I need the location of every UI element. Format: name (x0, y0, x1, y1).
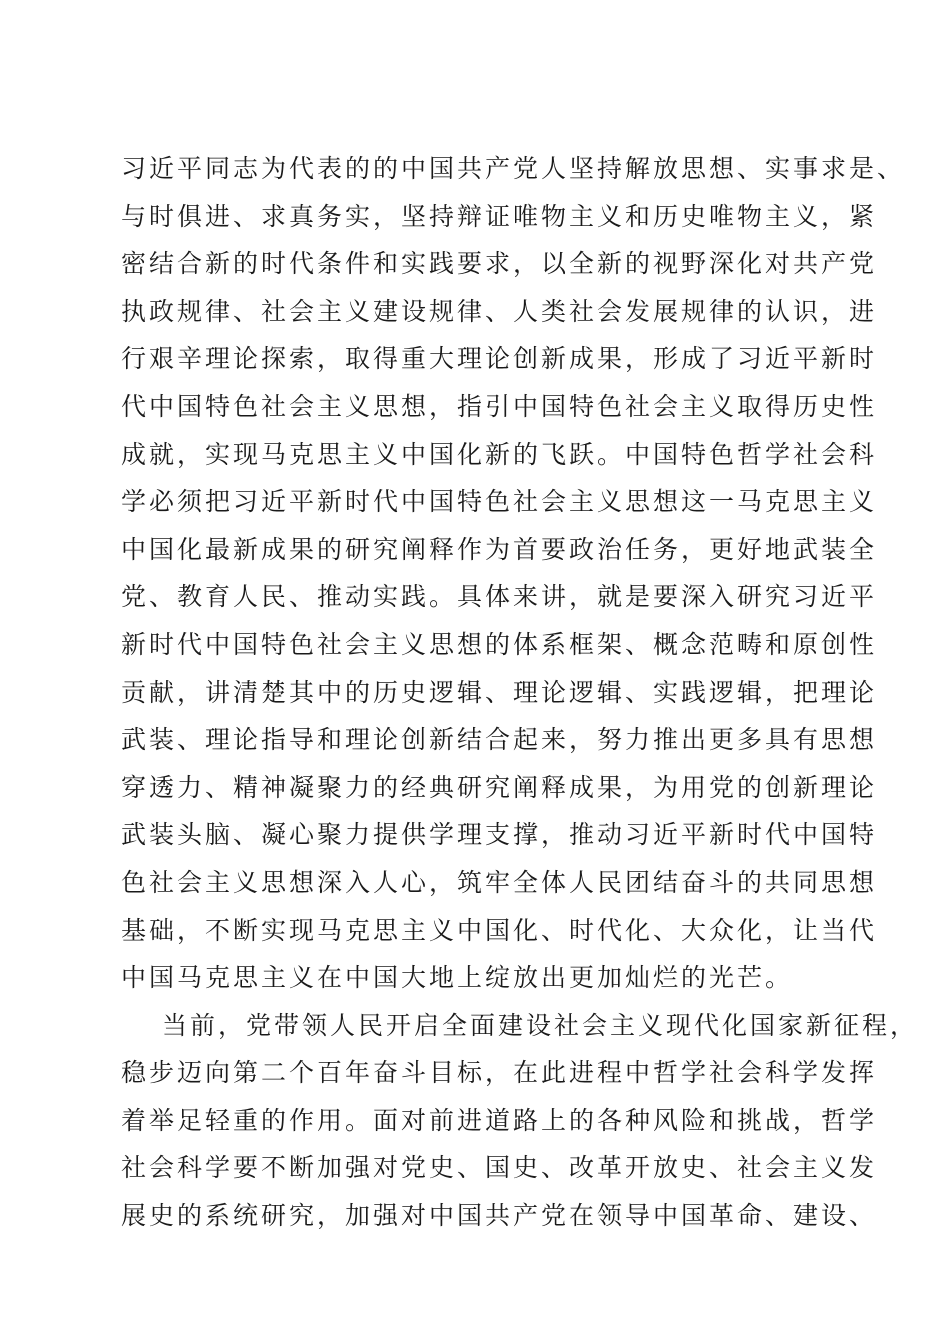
text-line: 穿透力、精神凝聚力的经典研究阐释成果，为用党的创新理论 (121, 772, 878, 802)
text-line: 基础，不断实现马克思主义中国化、时代化、大众化，让当代 (121, 915, 878, 945)
text-line: 武装、理论指导和理论创新结合起来，努力推出更多具有思想 (121, 725, 878, 755)
text-line: 社会科学要不断加强对党史、国史、改革开放史、社会主义发 (121, 1153, 878, 1183)
text-line: 学必须把习近平新时代中国特色社会主义思想这一马克思主义 (121, 487, 878, 517)
text-line: 行艰辛理论探索，取得重大理论创新成果，形成了习近平新时 (121, 344, 878, 374)
text-line: 展史的系统研究，加强对中国共产党在领导中国革命、建设、 (121, 1201, 878, 1231)
body-text (121, 145, 919, 1240)
text-line: 代中国特色社会主义思想，指引中国特色社会主义取得历史性 (121, 391, 878, 421)
text-line: 武装头脑、凝心聚力提供学理支撑，推动习近平新时代中国特 (121, 820, 878, 850)
text-line: 密结合新的时代条件和实践要求，以全新的视野深化对共产党 (121, 249, 878, 279)
text-line: 贡献，讲清楚其中的历史逻辑、理论逻辑、实践逻辑，把理论 (121, 677, 878, 707)
paragraph-first-line: 当前，党带领人民开启全面建设社会主义现代化国家新征程， (162, 1010, 919, 1040)
text-line: 稳步迈向第二个百年奋斗目标，在此进程中哲学社会科学发挥 (121, 1058, 878, 1088)
text-line: 中国化最新成果的研究阐释作为首要政治任务，更好地武装全 (121, 534, 878, 564)
text-line: 与时俱进、求真务实，坚持辩证唯物主义和历史唯物主义，紧 (121, 201, 878, 231)
text-line: 中国马克思主义在中国大地上绽放出更加灿烂的光芒。 (121, 963, 794, 993)
text-line: 执政规律、社会主义建设规律、人类社会发展规律的认识，进 (121, 296, 878, 326)
text-line: 着举足轻重的作用。面对前进道路上的各种风险和挑战，哲学 (121, 1105, 878, 1135)
text-line: 习近平同志为代表的的中国共产党人坚持解放思想、实事求是、 (121, 154, 906, 183)
text-line: 色社会主义思想深入人心，筑牢全体人民团结奋斗的共同思想 (121, 867, 878, 897)
text-line: 新时代中国特色社会主义思想的体系框架、概念范畴和原创性 (121, 629, 878, 659)
text-line: 成就，实现马克思主义中国化新的飞跃。中国特色哲学社会科 (121, 439, 878, 469)
text-line: 党、教育人民、推动实践。具体来讲，就是要深入研究习近平 (121, 582, 878, 612)
